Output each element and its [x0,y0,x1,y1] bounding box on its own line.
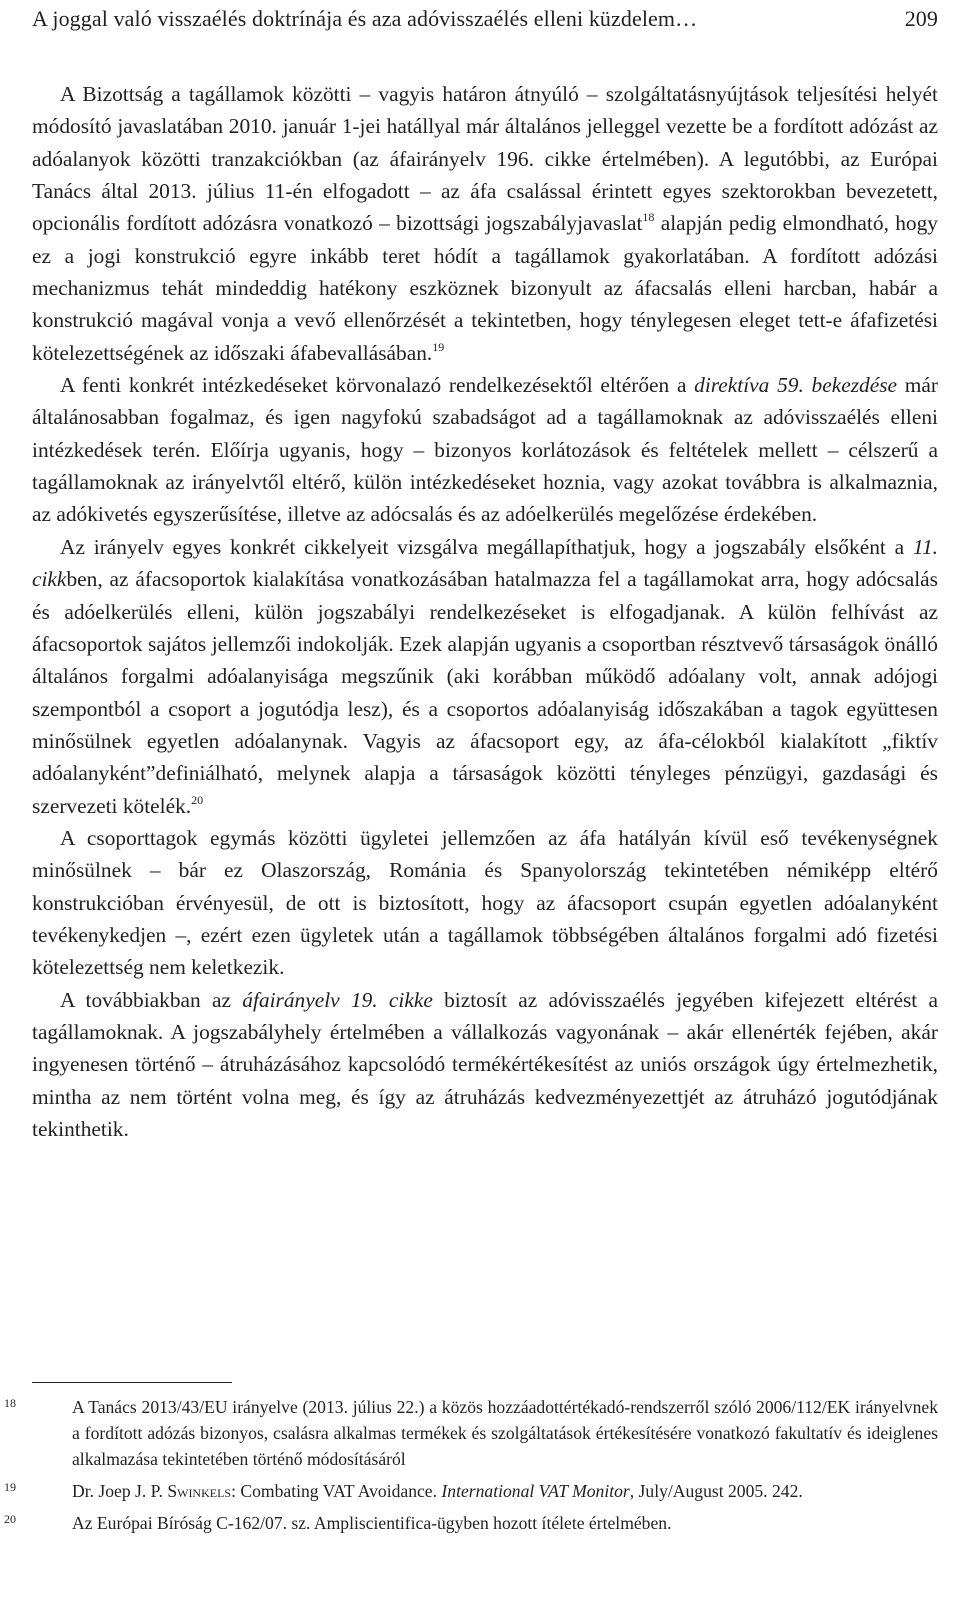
footnote-separator [32,1382,232,1383]
footnote-text-c: , July/August 2005. 242. [629,1481,803,1501]
footnote-number: 20 [4,1512,16,1526]
paragraph-3-text-b: ben, az áfacsoportok kialakítása vonatkozásában hatalmazza fel a tagállamokat arra, hogy adócsalás és adóelkerülés elleni, külön jogszabályi rendelkezéseket is elfogadjanak. A külön felhívást az áfacsoportok sajátos jellemzői indokolják. Ezek alapján ugyanis a csoportban résztvevő társaságok önálló általános forgalmi adóalanyisága megszűnik (aki korábban működő adóalany volt, annak adójogi szempontból a csoport a jogutódja lesz), és a csoportos adóalanyiság időszakában a tagok együttesen minősülnek egyetlen adóalanynak. Vagyis az áfacsoport egy, az áfa-célokból kialakított „fiktív adóalanyként”definiálható, melynek alapja a társaságok közötti tényleges pénzügyi, gazdasági és szervezeti kötelék. [32,567,938,818]
footnote-18 [4,1394,938,1472]
running-header-title: A joggal való visszaélés doktrínája és aza adóvisszaélés elleni küzdelem… [32,6,698,31]
footnote-ref-20[interactable]: 20 [191,792,204,807]
book-page [4,0,938,1602]
footnote-text: A Tanács 2013/43/EU irányelve (2013. július 22.) a közös hozzáadottértékadó-rendszerről szóló 2006/112/EK irányelvnek a fordított adózás bizonyos, csalásra alkalmas termékek és szolgáltatások értékesítésére vonatkozó fakultatív és ideiglenes alkalmazása tekintetében történő módosításáról [72,1397,938,1469]
footnote-number: 19 [4,1480,16,1494]
paragraph-2-italic-ref: direktíva 59. bekezdése [694,373,898,398]
footnote-ref-19[interactable]: 19 [432,339,445,354]
paragraph-2-text-a: A fenti konkrét intézkedéseket körvonalazó rendelkezésektől eltérően a [60,373,695,398]
paragraph-3 [32,531,938,822]
footnote-text: Az Európai Bíróság C-162/07. sz. Ampliscientifica-ügyben hozott ítélete értelmében. [72,1513,672,1533]
paragraph-2-text-b: már általánosabban fogalmaz, és igen nagyfokú szabadságot ad a tagállamoknak az adóvisszaélés elleni intézkedések terén. Előírja ugyanis, hogy – bizonyos korlátozások és feltételek mellett – célszerű a tagállamoknak az irányelvtől eltérő, külön intézkedéseket hoznia, vagy azokat továbbra is alkalmaznia, az adókivetés egyszerűsítése, illetve az adócsalás és az adóelkerülés megelőzése érdekében. [32,373,938,527]
paragraph-1-text-b: alapján pedig elmondható, hogy ez a jogi konstrukció egyre inkább teret hódít a tagállamok gyakorlatában. A fordított adózási mechanizmus tehát mindeddig hatékony eszköznek bizonyult az áfacsalás elleni harcban, habár a konstrukció magával vonja a vevő ellenőrzését a tekintetben, hogy ténylegesen eleget tett-e áfafizetési kötelezettségének az időszaki áfabevallásában. [32,211,938,365]
paragraph-3-italic-ref: 11. cikk [32,534,938,592]
paragraph-2 [32,369,938,531]
page-number: 209 [904,6,938,31]
paragraph-4 [32,822,938,984]
paragraph-3-text-a: Az irányelv egyes konkrét cikkelyeit vizsgálva megállapíthatjuk, hogy a jogszabály elsőként a [60,534,913,559]
footnote-journal: International VAT Monitor [441,1481,630,1501]
paragraph-1-text-a: A Bizottság a tagállamok közötti – vagyis határon átnyúló – szolgáltatásnyújtások teljesítési helyét módosító javaslatában 2010. január 1-jei hatállyal már általános jelleggel vezette be a fordított adózást az adóalanyok közötti tranzakciókban (az áfairányelv 196. cikke értelmében). A legutóbbi, az Európai Tanács által 2013. július 11-én elfogadott – az áfa csalással érintett egyes szektorokban bevezetett, opcionális fordított adózásra vonatkozó – bizottsági jogszabályjavaslat [32,82,938,236]
footnote-text-b: : Combating VAT Avoidance. [231,1481,442,1501]
footnote-ref-18[interactable]: 18 [642,210,655,225]
paragraph-1 [32,78,938,369]
footnote-author: Swinkels [167,1481,232,1501]
paragraph-5-text-b: biztosít az adóvisszaélés jegyében kifejezett eltérést a tagállamoknak. A jogszabályhely értelmében a vállalkozás vagyonának – akár ellenérték fejében, akár ingyenesen történő – átruházásához kapcsolódó termékértékesítést az uniós országok úgy értelmezhetik, mintha az nem történt volna meg, és így az átruházás kedvezményezettjét az átruházó jogutódjának tekinthetik. [32,987,938,1141]
running-header [32,4,938,34]
footnotes [4,1394,938,1542]
paragraph-4-text: A csoporttagok egymás közötti ügyletei jellemzően az áfa hatályán kívül eső tevékenységnek minősülnek – bár ez Olaszország, Románia és Spanyolország tekintetében némiképp eltérő konstrukcióban érvényesül, de ott is biztosított, hogy az áfacsoport csupán egyetlen adóalanyként tevékenykedjen –, ezért ezen ügyletek után a tagállamok többségében általános forgalmi adó fizetési kötelezettség nem keletkezik. [32,825,938,980]
paragraph-5 [32,984,938,1146]
paragraph-5-italic-ref: áfairányelv 19. cikke [242,987,433,1012]
main-text [32,78,938,1145]
footnote-20 [4,1510,938,1536]
footnote-19 [4,1478,938,1504]
footnote-number: 18 [4,1396,16,1410]
paragraph-5-text-a: A továbbiakban az [60,987,243,1012]
footnote-text-a: Dr. Joep J. P. [72,1481,168,1501]
